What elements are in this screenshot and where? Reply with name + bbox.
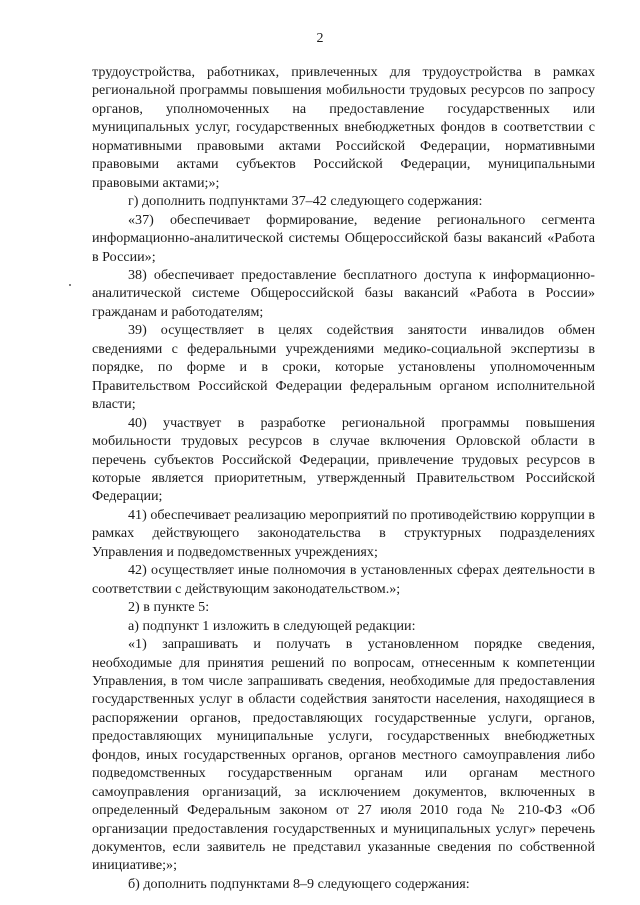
paragraph: г) дополнить подпунктами 37–42 следующего содержания:	[128, 193, 483, 210]
paragraph: 40) участвует в разработке региональной программы повышения мобильности трудовых ресурсов в случае включения Орловской области в перечень субъектов Российской Федерации, привлечение трудовых ресурсов в которые является приоритетным, утвержденный Правительством Российской Федерации;	[92, 414, 595, 505]
paragraph: 41) обеспечивает реализацию мероприятий по противодействию коррупции в рамках действующего законодательства в структурных подразделениях Управления и подведомственных учреждениях;	[92, 506, 595, 560]
page-number: 2	[316, 31, 324, 46]
document-body	[92, 63, 595, 893]
paragraph: трудоустройства, работниках, привлеченных для трудоустройства в рамках региональной программы повышения мобильности трудовых ресурсов по запросу органов, уполномоченных на предоставление государственных или муниципальных услуг, государственных внебюджетных фондов в соответствии с нормативными правовыми актами Российской Федерации, нормативными правовыми актами субъектов Российской Федерации, муниципальными правовыми актами;»;	[92, 64, 595, 191]
paragraph: 42) осуществляет иные полномочия в установленных сферах деятельности в соответствии с действующим законодательством.»;	[92, 562, 595, 597]
paragraph: а) подпункт 1 изложить в следующей редакции:	[128, 617, 416, 634]
paragraph: б) дополнить подпунктами 8–9 следующего содержания:	[128, 875, 470, 892]
paragraph: 38) обеспечивает предоставление бесплатного доступа к информационно-аналитической системе Общероссийской базы вакансий «Работа в России» гражданам и работодателям;	[92, 266, 595, 320]
paragraph: «1) запрашивать и получать в установленном порядке сведения, необходимые для принятия решений по вопросам, отнесенным к компетенции Управления, в том числе запрашивать сведения, необходимые для предоставления государственных услуг в области содействия занятости населения, находящиеся в распоряжении органов, предоставляющих государственные услуги, органов, предоставляющих муниципальные услуги, государственных внебюджетных фондов, иных государственных органов, органов местного самоуправления либо подведомственных государственным органам или органам местного самоуправления организаций, за исключением документов, включенных в определенный Федеральным законом от 27 июля 2010 года № 210-ФЗ «Об организации предоставления государственных и муниципальных услуг» перечень документов, если заявитель не представил указанные сведения по собственной инициативе;»;	[92, 636, 595, 874]
paragraph: 39) осуществляет в целях содействия занятости инвалидов обмен сведениями с федеральными учреждениями медико-социальной экспертизы в порядке, по форме и в сроки, которые установлены уполномоченным Правительством Российской Федерации федеральным органом исполнительной власти;	[92, 322, 595, 413]
margin-mark	[69, 284, 71, 286]
paragraph: «37) обеспечивает формирование, ведение регионального сегмента информационно-аналитической системы Общероссийской базы вакансий «Работа в России»;	[92, 211, 595, 265]
paragraph: 2) в пункте 5:	[128, 599, 210, 616]
